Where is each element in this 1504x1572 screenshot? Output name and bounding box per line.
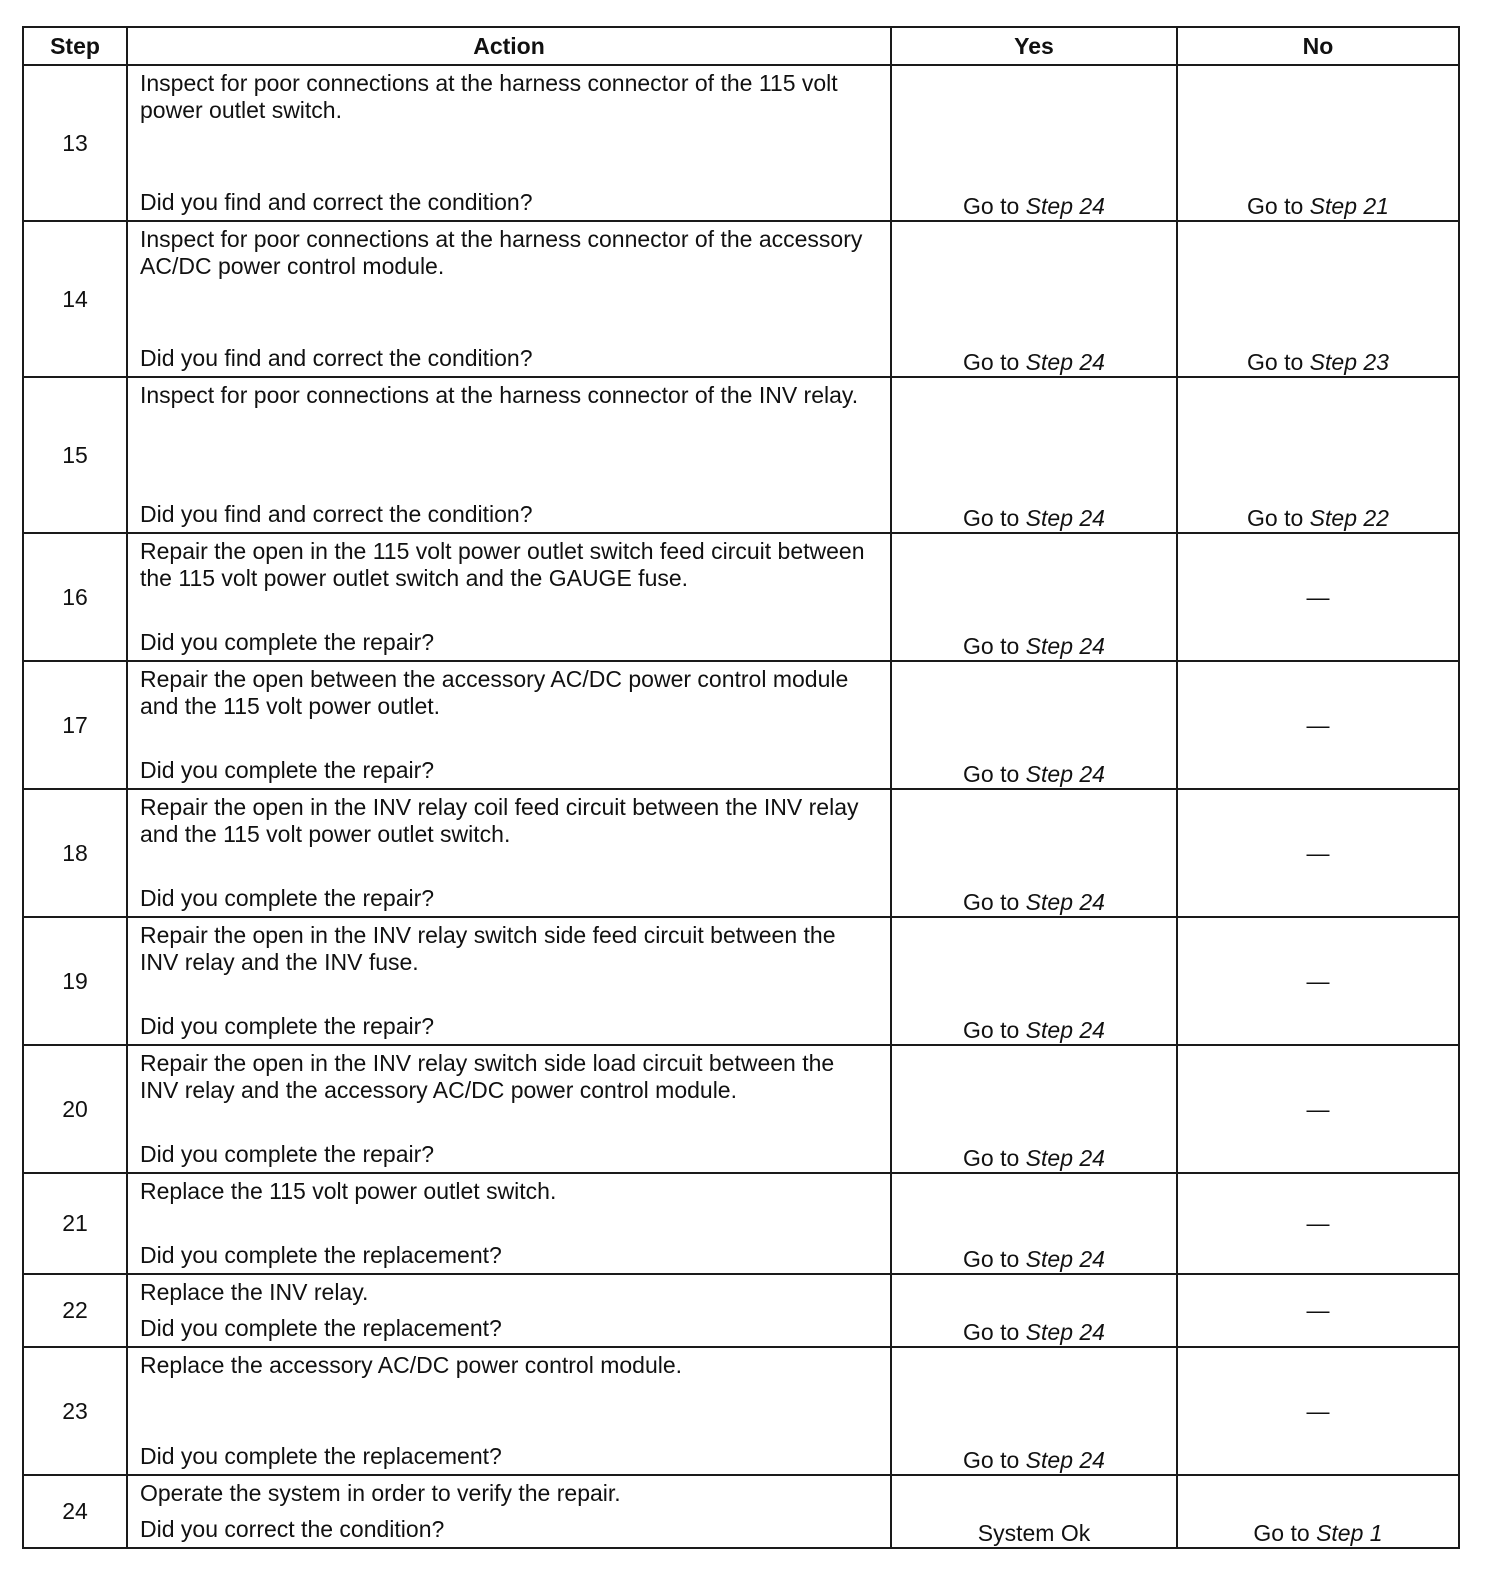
goto-step-reference: Step 24 [1025,1145,1105,1171]
yes-outcome [891,1045,1177,1173]
no-action-dash: — [1306,1397,1330,1424]
diagnostic-table [22,26,1460,1549]
action-instruction: Repair the open in the INV relay switch side load circuit between the INV relay and the accessory AC/DC power control module. [140,1050,835,1103]
step-number: 22 [23,1274,127,1347]
goto-step-reference: Step 21 [1309,193,1389,219]
action-instruction: Replace the INV relay. [140,1279,369,1305]
goto-step-reference: Step 24 [1025,889,1105,915]
table-row [23,533,1459,661]
yes-outcome [891,1475,1177,1548]
step-number: 15 [23,377,127,533]
no-outcome [1177,1173,1459,1274]
action-question: Did you complete the repair? [140,1141,435,1167]
no-outcome [1177,661,1459,789]
yes-result-text: System Ok [977,1520,1091,1546]
goto-prefix: Go to [1247,193,1304,219]
action-instruction: Replace the accessory AC/DC power control module. [140,1352,683,1378]
no-outcome [1177,917,1459,1045]
goto-prefix: Go to [1247,505,1304,531]
yes-outcome [891,789,1177,917]
yes-outcome [891,533,1177,661]
action-cell [127,533,891,661]
action-cell [127,377,891,533]
action-question: Did you complete the repair? [140,629,435,655]
action-instruction: Repair the open between the accessory AC/DC power control module and the 115 volt power outlet. [140,666,849,719]
step-number: 18 [23,789,127,917]
goto-prefix: Go to [1253,1520,1310,1546]
action-question: Did you find and correct the condition? [140,501,533,527]
yes-outcome [891,65,1177,221]
goto-prefix: Go to [1247,349,1304,375]
step-number: 21 [23,1173,127,1274]
goto-step-reference: Step 24 [1025,1017,1105,1043]
yes-outcome [891,1173,1177,1274]
action-question: Did you find and correct the condition? [140,189,533,215]
no-action-dash: — [1306,839,1330,866]
step-number: 23 [23,1347,127,1475]
yes-outcome [891,377,1177,533]
action-instruction: Inspect for poor connections at the harness connector of the INV relay. [140,382,859,408]
action-question: Did you complete the repair? [140,1013,435,1039]
no-action-dash: — [1306,711,1330,738]
no-outcome [1177,1045,1459,1173]
step-number: 20 [23,1045,127,1173]
goto-prefix: Go to [963,1447,1020,1473]
goto-step-reference: Step 23 [1309,349,1389,375]
action-cell [127,1347,891,1475]
action-instruction: Inspect for poor connections at the harness connector of the accessory AC/DC power control module. [140,226,863,279]
action-instruction: Repair the open in the INV relay coil feed circuit between the INV relay and the 115 volt power outlet switch. [140,794,859,847]
goto-step-reference: Step 24 [1025,1447,1105,1473]
no-outcome [1177,377,1459,533]
goto-step-reference: Step 24 [1025,633,1105,659]
header-step: Step [23,27,127,65]
action-cell [127,1045,891,1173]
step-number: 24 [23,1475,127,1548]
goto-prefix: Go to [963,505,1020,531]
step-number: 14 [23,221,127,377]
no-action-dash: — [1306,583,1330,610]
action-cell [127,661,891,789]
no-action-dash: — [1306,1297,1330,1323]
no-action-dash: — [1306,967,1330,994]
action-instruction: Operate the system in order to verify the repair. [140,1480,621,1506]
table-row [23,65,1459,221]
table-row [23,661,1459,789]
action-question: Did you find and correct the condition? [140,345,533,371]
table-row [23,1274,1459,1347]
goto-prefix: Go to [963,349,1020,375]
action-cell [127,65,891,221]
yes-outcome [891,1347,1177,1475]
no-outcome [1177,221,1459,377]
table-row [23,221,1459,377]
yes-outcome [891,661,1177,789]
action-instruction: Inspect for poor connections at the harness connector of the 115 volt power outlet switch. [140,70,838,123]
action-question: Did you complete the replacement? [140,1315,502,1341]
no-outcome [1177,65,1459,221]
goto-step-reference: Step 24 [1025,193,1105,219]
no-outcome [1177,1347,1459,1475]
step-number: 13 [23,65,127,221]
goto-prefix: Go to [963,1145,1020,1171]
no-outcome [1177,533,1459,661]
goto-prefix: Go to [963,761,1020,787]
header-no: No [1177,27,1459,65]
table-row [23,1173,1459,1274]
yes-outcome [891,1274,1177,1347]
table-row [23,1475,1459,1548]
action-cell [127,917,891,1045]
goto-prefix: Go to [963,889,1020,915]
goto-step-reference: Step 24 [1025,1319,1105,1345]
no-outcome [1177,1475,1459,1548]
goto-prefix: Go to [963,633,1020,659]
goto-step-reference: Step 24 [1025,761,1105,787]
goto-step-reference: Step 24 [1025,505,1105,531]
action-question: Did you complete the repair? [140,885,435,911]
no-outcome [1177,1274,1459,1347]
no-action-dash: — [1306,1095,1330,1122]
step-number: 19 [23,917,127,1045]
action-question: Did you complete the replacement? [140,1242,502,1268]
goto-step-reference: Step 24 [1025,349,1105,375]
table-row [23,1045,1459,1173]
action-question: Did you correct the condition? [140,1516,445,1542]
table-row [23,377,1459,533]
goto-step-reference: Step 22 [1309,505,1389,531]
action-cell [127,1475,891,1548]
action-instruction: Replace the 115 volt power outlet switch. [140,1178,557,1204]
step-number: 16 [23,533,127,661]
action-cell [127,1173,891,1274]
yes-outcome [891,917,1177,1045]
goto-prefix: Go to [963,1319,1020,1345]
goto-prefix: Go to [963,1246,1020,1272]
action-question: Did you complete the repair? [140,757,435,783]
no-outcome [1177,789,1459,917]
action-question: Did you complete the replacement? [140,1443,502,1469]
goto-step-reference: Step 24 [1025,1246,1105,1272]
table-row [23,789,1459,917]
action-instruction: Repair the open in the 115 volt power outlet switch feed circuit between the 115 volt power outlet switch and the GAUGE fuse. [140,538,865,591]
goto-step-reference: Step 1 [1316,1520,1383,1546]
action-cell [127,1274,891,1347]
table-row [23,917,1459,1045]
step-number: 17 [23,661,127,789]
header-yes: Yes [891,27,1177,65]
table-row [23,1347,1459,1475]
no-action-dash: — [1306,1210,1330,1236]
action-cell [127,221,891,377]
yes-outcome [891,221,1177,377]
header-action: Action [127,27,891,65]
action-cell [127,789,891,917]
goto-prefix: Go to [963,193,1020,219]
action-instruction: Repair the open in the INV relay switch side feed circuit between the INV relay and the INV fuse. [140,922,836,975]
goto-prefix: Go to [963,1017,1020,1043]
table-header-row [23,27,1459,65]
